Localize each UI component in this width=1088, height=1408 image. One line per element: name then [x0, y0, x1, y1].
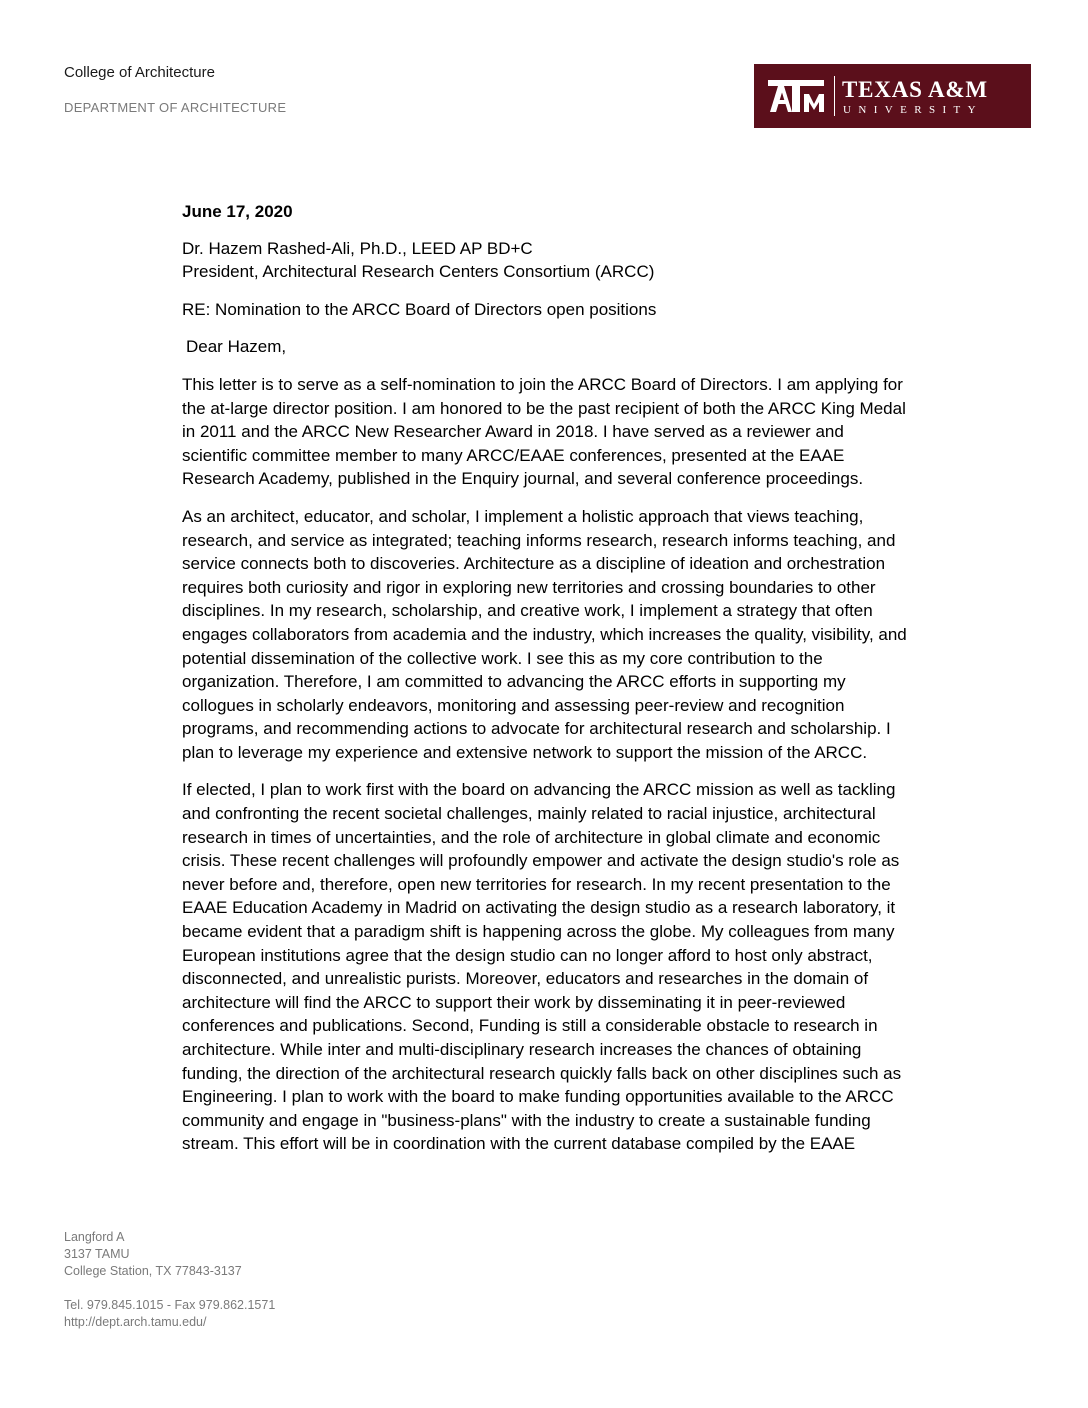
paragraph-line: service connects both to discoveries. Architecture as a discipline of ideation and orchestration [182, 554, 886, 574]
university-logo [754, 64, 1031, 128]
paragraph-line: disciplines. In my research, scholarship, and creative work, I implement a strategy that often [182, 601, 873, 621]
paragraph-line: community and engage in "business-plans" with the industry to create a sustainable funding [182, 1110, 871, 1130]
paragraph-line: architecture. While inter and multi-disciplinary research increases the chances of obtaining [182, 1040, 862, 1059]
paragraph-line: became evident that a paradigm shift is happening across the globe. My colleagues from many [182, 922, 895, 942]
paragraph-line: As an architect, educator, and scholar, I implement a holistic approach that views teaching, [182, 506, 864, 526]
paragraph-line: stream. This effort will be in coordination with the current database compiled by the EAAE [182, 1134, 856, 1154]
paragraph-line: engages collaborators from academia and the industry, which increases the quality, visibility, and [182, 624, 907, 644]
paragraph-line: conferences and publications. Second, Funding is still a considerable obstacle to research in [182, 1016, 878, 1036]
paragraph-line: research in times of uncertainties, and the role of architecture in global climate and economic [182, 827, 881, 847]
paragraph-line: Engineering. I plan to work with the board to make funding opportunities available to the ARCC [182, 1087, 894, 1107]
footer-address-line: 3137 TAMU [64, 1247, 130, 1261]
paragraph-line: crisis. These recent challenges will profoundly empower and activate the design studio's role as [182, 851, 900, 871]
paragraph-line: European institutions agree that the design studio can no longer afford to host only abstract, [182, 945, 873, 965]
paragraph-line: disconnected, and unrealistic purists. Moreover, educators and researches in the domain of [182, 969, 869, 989]
recipient-block [182, 237, 1032, 284]
atm-logo-icon [766, 76, 826, 116]
logo-divider [834, 76, 835, 116]
paragraph-3 [182, 778, 1032, 1156]
subject-line [182, 298, 1032, 322]
logo-subtitle: UNIVERSITY [843, 104, 983, 116]
paragraph-line: requires both curiosity and rigor in exploring new territories and crossing boundaries to other [182, 577, 876, 597]
footer-address-line: College Station, TX 77843-3137 [64, 1264, 242, 1278]
paragraph-line: This letter is to serve as a self-nomination to join the ARCC Board of Directors. I am applying for [182, 374, 903, 394]
letter-date: June 17, 2020 [182, 202, 293, 221]
footer-contact [64, 1229, 275, 1331]
paragraph-line: in 2011 and the ARCC New Researcher Award in 2018. I have served as a reviewer and [182, 422, 844, 442]
paragraph-line: potential dissemination of the collective work. I see this as my core contribution to the [182, 648, 823, 668]
letter-body [182, 200, 1032, 1170]
salutation-text: Dear Hazem, [186, 337, 287, 357]
subject-text: RE: Nomination to the ARCC Board of Directors open positions [182, 299, 657, 319]
paragraph-line: If elected, I plan to work first with the board on advancing the ARCC mission as well as tackling [182, 780, 896, 800]
paragraph-2 [182, 505, 1032, 765]
paragraph-line: never before and, therefore, open new territories for research. In my recent presentation to the [182, 874, 891, 894]
paragraph-line: architecture will find the ARCC to support their work by disseminating it in peer-reviewed [182, 992, 846, 1012]
recipient-name: Dr. Hazem Rashed-Ali, Ph.D., LEED AP BD+C [182, 238, 533, 258]
recipient-title: President, Architectural Research Centers Consortium (ARCC) [182, 262, 655, 282]
paragraph-line: scientific committee member to many ARCC/EAAE conferences, presented at the EAAE [182, 445, 845, 465]
salutation [186, 335, 1032, 359]
paragraph-line: research, and service as integrated; teaching informs research, research informs teaching, and [182, 530, 896, 550]
paragraph-line: collogues in scholarly endeavors, monitoring and assessing peer-review and recognition [182, 695, 845, 715]
paragraph-line: programs, and recommending actions to advocate for architectural research and scholarship. I [182, 719, 891, 739]
paragraph-line: Research Academy, published in the Enquiry journal, and several conference proceedings. [182, 469, 864, 489]
paragraph-line: the at-large director position. I am honored to be the past recipient of both the ARCC King Medal [182, 398, 906, 418]
footer-website-link[interactable]: http://dept.arch.tamu.edu/ [64, 1315, 207, 1329]
paragraph-line: EAAE Education Academy in Madrid on activating the design studio as a research laboratory, it [182, 898, 896, 918]
college-name: College of Architecture [64, 64, 215, 81]
paragraph-line: plan to leverage my experience and extensive network to support the mission of the ARCC. [182, 742, 868, 762]
department-name: DEPARTMENT OF ARCHITECTURE [64, 100, 287, 115]
footer-phone-fax: Tel. 979.845.1015 - Fax 979.862.1571 [64, 1298, 276, 1312]
paragraph-1 [182, 373, 1032, 491]
logo-title: TEXAS A&M [842, 77, 988, 102]
paragraph-line: and confronting the recent societal challenges, mainly related to racial injustice, architectural [182, 804, 876, 824]
footer-address-line: Langford A [64, 1230, 125, 1244]
footer-spacer [64, 1280, 275, 1297]
paragraph-line: funding, the direction of the architectural research quickly falls back on other disciplines such as [182, 1063, 902, 1083]
paragraph-line: organization. Therefore, I am committed to advancing the ARCC efforts in supporting my [182, 672, 846, 692]
